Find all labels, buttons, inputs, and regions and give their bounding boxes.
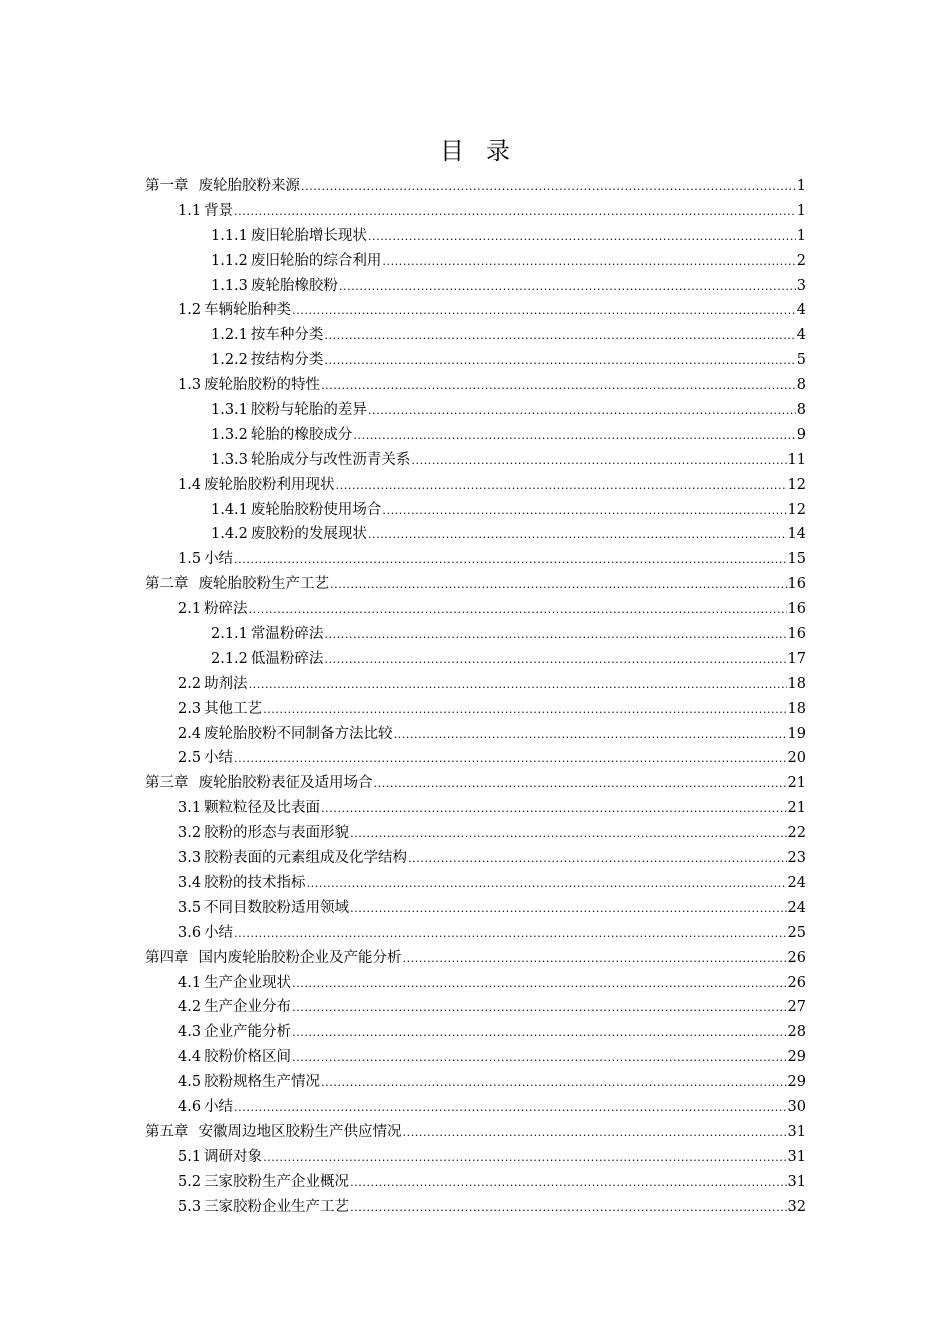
toc-entry-number: 4.4 bbox=[178, 1049, 202, 1066]
toc-entry-number: 5.2 bbox=[178, 1173, 202, 1190]
toc-entry-number: 5.3 bbox=[178, 1198, 202, 1215]
toc-entry-title: 胶粉的技术指标 bbox=[204, 874, 306, 891]
toc-entry-title: 常温粉碎法 bbox=[250, 626, 324, 643]
toc-entry[interactable] bbox=[145, 1145, 806, 1170]
toc-entry-title: 助剂法 bbox=[204, 675, 248, 692]
toc-entry-number: 1.1.2 bbox=[211, 252, 248, 269]
toc-entry-title: 废轮胎胶粉表征及适用场合 bbox=[198, 775, 373, 792]
dot-leader bbox=[234, 200, 796, 225]
toc-entry-title: 胶粉表面的元素组成及化学结构 bbox=[204, 850, 408, 867]
toc-entry-label bbox=[178, 1095, 233, 1120]
toc-entry[interactable] bbox=[145, 323, 806, 348]
toc-entry-label bbox=[211, 348, 323, 373]
toc-entry-page-number: 16 bbox=[787, 601, 806, 618]
toc-entry[interactable] bbox=[145, 423, 806, 448]
toc-entry-label bbox=[178, 672, 248, 697]
dot-leader bbox=[403, 1121, 787, 1146]
dot-leader bbox=[408, 847, 786, 872]
toc-entry[interactable] bbox=[145, 1120, 806, 1145]
toc-entry-title: 背景 bbox=[204, 202, 234, 219]
toc-entry-title: 胶粉与轮胎的差异 bbox=[250, 402, 367, 419]
toc-entry-number: 1.3.3 bbox=[211, 451, 248, 468]
toc-entry-page-number: 16 bbox=[787, 626, 806, 643]
toc-entry[interactable] bbox=[145, 971, 806, 996]
dot-leader bbox=[330, 573, 787, 598]
toc-entry-title: 废胶粉的发展现状 bbox=[250, 526, 367, 543]
toc-entry[interactable] bbox=[145, 572, 806, 597]
dot-leader bbox=[374, 772, 787, 797]
toc-entry-label bbox=[178, 1020, 291, 1045]
dot-leader bbox=[350, 897, 786, 922]
toc-entry-title: 废轮胎胶粉利用现状 bbox=[204, 476, 335, 493]
toc-entry-title: 按车种分类 bbox=[250, 327, 324, 344]
toc-entry-label bbox=[211, 423, 352, 448]
dot-leader bbox=[292, 1021, 786, 1046]
toc-entry[interactable] bbox=[145, 1045, 806, 1070]
dot-leader bbox=[292, 1046, 786, 1071]
dot-leader bbox=[350, 1171, 786, 1196]
dot-leader bbox=[339, 275, 796, 300]
toc-entry-title: 轮胎成分与改性沥青关系 bbox=[250, 451, 411, 468]
toc-entry-number: 1.1.3 bbox=[211, 277, 248, 294]
toc-entry[interactable] bbox=[145, 1095, 806, 1120]
toc-entry[interactable] bbox=[145, 921, 806, 946]
toc-entry-label bbox=[145, 946, 402, 971]
toc-entry-title: 其他工艺 bbox=[204, 700, 263, 717]
toc-entry[interactable] bbox=[145, 498, 806, 523]
toc-entry-number: 2.1 bbox=[178, 601, 202, 618]
toc-entry[interactable] bbox=[145, 398, 806, 423]
toc-entry-number: 第二章 bbox=[145, 576, 189, 593]
toc-entry-number: 1.2 bbox=[178, 302, 202, 319]
toc-entry[interactable] bbox=[145, 871, 806, 896]
toc-entry-number: 3.1 bbox=[178, 800, 202, 817]
toc-entry[interactable] bbox=[145, 174, 806, 199]
toc-entry-page-number: 24 bbox=[787, 874, 806, 891]
toc-entry-label bbox=[178, 199, 233, 224]
dot-leader bbox=[368, 399, 796, 424]
toc-entry-label bbox=[178, 722, 393, 747]
toc-entry-number: 2.1.2 bbox=[211, 650, 248, 667]
toc-entry-title: 废轮胎胶粉的特性 bbox=[204, 377, 321, 394]
toc-entry-page-number: 26 bbox=[787, 949, 806, 966]
toc-entry[interactable] bbox=[145, 995, 806, 1020]
toc-entry-number: 4.3 bbox=[178, 1024, 202, 1041]
toc-entry-label bbox=[178, 298, 291, 323]
toc-entry[interactable] bbox=[145, 697, 806, 722]
toc-entry-page-number: 31 bbox=[787, 1123, 806, 1140]
toc-entry-page-number: 31 bbox=[787, 1148, 806, 1165]
dot-leader bbox=[324, 324, 795, 349]
dot-leader bbox=[249, 673, 787, 698]
toc-entry-label bbox=[178, 1195, 349, 1220]
toc-entry-title: 废轮胎胶粉不同制备方法比较 bbox=[204, 725, 393, 742]
toc-entry-number: 3.6 bbox=[178, 924, 202, 941]
toc-entry-number: 4.5 bbox=[178, 1074, 202, 1091]
toc-entry-title: 低温粉碎法 bbox=[250, 650, 324, 667]
toc-entry-label bbox=[178, 846, 407, 871]
toc-entry-number: 3.2 bbox=[178, 825, 202, 842]
toc-entry-page-number: 29 bbox=[787, 1049, 806, 1066]
toc-entry-number: 2.2 bbox=[178, 675, 202, 692]
dot-leader bbox=[382, 250, 795, 275]
toc-entry-label bbox=[178, 1170, 349, 1195]
toc-entry-page-number: 11 bbox=[787, 451, 806, 468]
toc-entry-title: 生产企业现状 bbox=[204, 974, 292, 991]
toc-entry-label bbox=[145, 174, 300, 199]
toc-entry-page-number: 1 bbox=[796, 178, 806, 194]
toc-entry-label bbox=[178, 1145, 262, 1170]
toc-entry-number: 2.4 bbox=[178, 725, 202, 742]
toc-entry-page-number: 18 bbox=[787, 700, 806, 717]
toc-entry-title: 生产企业分布 bbox=[204, 999, 292, 1016]
toc-entry-number: 3.4 bbox=[178, 874, 202, 891]
toc-entry-page-number: 32 bbox=[787, 1198, 806, 1215]
toc-entry-page-number: 4 bbox=[796, 302, 806, 319]
toc-entry-page-number: 8 bbox=[796, 402, 806, 419]
toc-entry-label bbox=[178, 871, 306, 896]
toc-entry-page-number: 20 bbox=[787, 750, 806, 767]
toc-entry-title: 胶粉规格生产情况 bbox=[204, 1074, 321, 1091]
toc-entry-label bbox=[178, 746, 233, 771]
toc-entry-title: 粉碎法 bbox=[204, 601, 248, 618]
toc-entry-label bbox=[211, 522, 367, 547]
dot-leader bbox=[350, 1196, 786, 1221]
toc-entry[interactable] bbox=[145, 348, 806, 373]
toc-entry[interactable] bbox=[145, 1195, 806, 1220]
toc-entry[interactable] bbox=[145, 821, 806, 846]
toc-entry-page-number: 8 bbox=[796, 377, 806, 394]
dot-leader bbox=[350, 822, 786, 847]
toc-entry-label bbox=[211, 398, 367, 423]
dot-leader bbox=[292, 299, 796, 324]
toc-entry-page-number: 17 bbox=[787, 650, 806, 667]
toc-entry[interactable] bbox=[145, 746, 806, 771]
toc-entry[interactable] bbox=[145, 647, 806, 672]
toc-entry-page-number: 30 bbox=[787, 1098, 806, 1115]
toc-entry-label bbox=[178, 796, 320, 821]
toc-entry[interactable] bbox=[145, 274, 806, 299]
dot-leader bbox=[403, 947, 787, 972]
toc-entry-title: 胶粉的形态与表面形貌 bbox=[204, 825, 350, 842]
dot-leader bbox=[368, 225, 796, 250]
toc-entry-page-number: 4 bbox=[796, 327, 806, 344]
dot-leader bbox=[382, 499, 786, 524]
dot-leader bbox=[353, 424, 795, 449]
toc-entry-title: 小结 bbox=[204, 924, 234, 941]
toc-entry[interactable] bbox=[145, 771, 806, 796]
toc-entry-number: 5.1 bbox=[178, 1148, 202, 1165]
toc-entry[interactable] bbox=[145, 597, 806, 622]
toc-entry[interactable] bbox=[145, 796, 806, 821]
toc-entry-page-number: 1 bbox=[796, 202, 806, 219]
toc-entry[interactable] bbox=[145, 1020, 806, 1045]
toc-entry-title: 小结 bbox=[204, 551, 234, 568]
toc-entry-label bbox=[178, 995, 291, 1020]
dot-leader bbox=[324, 648, 786, 673]
toc-entry-page-number: 29 bbox=[787, 1074, 806, 1091]
toc-entry-label bbox=[211, 647, 323, 672]
dot-leader bbox=[336, 474, 787, 499]
toc-entry-title: 车辆轮胎种类 bbox=[204, 302, 292, 319]
dot-leader bbox=[324, 349, 795, 374]
toc-entry-number: 第一章 bbox=[145, 178, 189, 194]
toc-entry-number: 1.5 bbox=[178, 551, 202, 568]
toc-entry[interactable] bbox=[145, 946, 806, 971]
toc-entry[interactable] bbox=[145, 249, 806, 274]
dot-leader bbox=[249, 598, 787, 623]
toc-entry-label bbox=[178, 697, 262, 722]
toc-entry[interactable] bbox=[145, 672, 806, 697]
toc-entry-page-number: 14 bbox=[787, 526, 806, 543]
toc-entry-title: 安徽周边地区胶粉生产供应情况 bbox=[198, 1123, 402, 1140]
toc-entry-number: 3.5 bbox=[178, 899, 202, 916]
dot-leader bbox=[411, 449, 786, 474]
toc-entry[interactable] bbox=[145, 224, 806, 249]
toc-entry-number: 1.1.1 bbox=[211, 227, 248, 244]
toc-entry-number: 1.3.2 bbox=[211, 426, 248, 443]
toc-entry-number: 4.1 bbox=[178, 974, 202, 991]
toc-entry-page-number: 27 bbox=[787, 999, 806, 1016]
toc-entry-label bbox=[211, 224, 367, 249]
dot-leader bbox=[234, 1096, 786, 1121]
toc-entry-page-number: 22 bbox=[787, 825, 806, 842]
toc-entry-title: 胶粉价格区间 bbox=[204, 1049, 292, 1066]
toc-entry[interactable] bbox=[145, 622, 806, 647]
toc-entry[interactable] bbox=[145, 522, 806, 547]
toc-entry-title: 轮胎的橡胶成分 bbox=[250, 426, 353, 443]
toc-entry-title: 三家胶粉生产企业概况 bbox=[204, 1173, 350, 1190]
dot-leader bbox=[324, 623, 786, 648]
toc-entry-page-number: 18 bbox=[787, 675, 806, 692]
toc-entry-label bbox=[211, 448, 410, 473]
toc-entry-label bbox=[211, 323, 323, 348]
toc-entry-title: 国内废轮胎胶粉企业及产能分析 bbox=[198, 949, 402, 966]
toc-entry-number: 1.2.1 bbox=[211, 327, 248, 344]
dot-leader bbox=[368, 523, 787, 548]
toc-entry-page-number: 2 bbox=[796, 252, 806, 269]
toc-entry-page-number: 3 bbox=[796, 277, 806, 294]
toc-entry-page-number: 21 bbox=[787, 800, 806, 817]
toc-entry-label bbox=[211, 498, 381, 523]
toc-entry-title: 调研对象 bbox=[204, 1148, 263, 1165]
toc-entry-label bbox=[211, 274, 338, 299]
toc-entry-number: 2.5 bbox=[178, 750, 202, 767]
toc-entry-label bbox=[211, 622, 323, 647]
toc-entry-number: 第三章 bbox=[145, 775, 189, 792]
toc-entry-number: 2.1.1 bbox=[211, 626, 248, 643]
dot-leader bbox=[321, 797, 786, 822]
dot-leader bbox=[321, 1071, 786, 1096]
toc-entry-label bbox=[145, 1120, 402, 1145]
toc-entry-number: 3.3 bbox=[178, 850, 202, 867]
dot-leader bbox=[292, 972, 786, 997]
toc-entry-title: 废轮胎橡胶粉 bbox=[250, 277, 338, 294]
toc-entry-title: 企业产能分析 bbox=[204, 1024, 292, 1041]
toc-entry-number: 1.4.2 bbox=[211, 526, 248, 543]
toc-entry-label bbox=[178, 971, 291, 996]
toc-entry-number: 4.6 bbox=[178, 1098, 202, 1115]
toc-entry-title: 按结构分类 bbox=[250, 352, 324, 369]
toc-entry-label bbox=[211, 249, 381, 274]
dot-leader bbox=[263, 698, 786, 723]
toc-entry[interactable] bbox=[145, 199, 806, 224]
toc-entry[interactable] bbox=[145, 1070, 806, 1095]
toc-entry-page-number: 9 bbox=[796, 426, 806, 443]
toc-entry-title: 废轮胎胶粉来源 bbox=[198, 178, 300, 194]
toc-entry-label bbox=[178, 1070, 320, 1095]
dot-leader bbox=[234, 747, 786, 772]
toc-entry-title: 不同目数胶粉适用领域 bbox=[204, 899, 350, 916]
toc-entry[interactable] bbox=[145, 473, 806, 498]
toc-entry[interactable] bbox=[145, 547, 806, 572]
toc-entry[interactable] bbox=[145, 896, 806, 921]
dot-leader bbox=[321, 374, 796, 399]
toc-entry-page-number: 5 bbox=[796, 352, 806, 369]
toc-entry-label bbox=[178, 921, 233, 946]
toc-entry[interactable] bbox=[145, 846, 806, 871]
toc-entry-page-number: 21 bbox=[787, 775, 806, 792]
toc-entry-label bbox=[145, 572, 329, 597]
dot-leader bbox=[292, 996, 786, 1021]
toc-entry-page-number: 24 bbox=[787, 899, 806, 916]
dot-leader bbox=[234, 548, 786, 573]
toc-entry-title: 废轮胎胶粉生产工艺 bbox=[198, 576, 329, 593]
toc-entry[interactable] bbox=[145, 373, 806, 398]
dot-leader bbox=[234, 922, 786, 947]
toc-entry-label bbox=[178, 373, 320, 398]
toc-entry-page-number: 26 bbox=[787, 974, 806, 991]
toc-entry-label bbox=[178, 1045, 291, 1070]
dot-leader bbox=[307, 872, 787, 897]
toc-entry-number: 1.2.2 bbox=[211, 352, 248, 369]
toc-entry-number: 1.1 bbox=[178, 202, 202, 219]
dot-leader bbox=[394, 723, 787, 748]
toc-entry-title: 小结 bbox=[204, 1098, 234, 1115]
toc-entry-number: 1.4.1 bbox=[211, 501, 248, 518]
toc-entry-number: 1.3.1 bbox=[211, 402, 248, 419]
toc-entry-title: 小结 bbox=[204, 750, 234, 767]
page-title: 目录 bbox=[440, 137, 532, 165]
toc-entry-label bbox=[178, 597, 248, 622]
toc-entry[interactable] bbox=[145, 298, 806, 323]
toc-entry-number: 4.2 bbox=[178, 999, 202, 1016]
toc-entry[interactable] bbox=[145, 448, 806, 473]
toc-entry-label bbox=[145, 771, 373, 796]
table-of-contents bbox=[145, 174, 806, 1219]
toc-entry-number: 第四章 bbox=[145, 949, 189, 966]
toc-entry-title: 废轮胎胶粉使用场合 bbox=[250, 501, 382, 518]
toc-entry-page-number: 28 bbox=[787, 1024, 806, 1041]
dot-leader bbox=[301, 175, 796, 200]
toc-entry-page-number: 31 bbox=[787, 1173, 806, 1190]
toc-entry-page-number: 23 bbox=[787, 850, 806, 867]
toc-entry-page-number: 15 bbox=[787, 551, 806, 568]
toc-entry-label bbox=[178, 473, 335, 498]
toc-entry-page-number: 1 bbox=[796, 227, 806, 244]
toc-entry-page-number: 12 bbox=[787, 476, 806, 493]
toc-entry-number: 第五章 bbox=[145, 1123, 189, 1140]
toc-entry-title: 废旧轮胎的综合利用 bbox=[250, 252, 382, 269]
toc-entry-number: 2.3 bbox=[178, 700, 202, 717]
toc-entry[interactable] bbox=[145, 722, 806, 747]
toc-entry-title: 三家胶粉企业生产工艺 bbox=[204, 1198, 350, 1215]
toc-entry-label bbox=[178, 896, 349, 921]
toc-entry-title: 废旧轮胎增长现状 bbox=[250, 227, 367, 244]
toc-entry-label bbox=[178, 547, 233, 572]
dot-leader bbox=[263, 1146, 786, 1171]
toc-entry[interactable] bbox=[145, 1170, 806, 1195]
toc-entry-page-number: 19 bbox=[787, 725, 806, 742]
toc-entry-page-number: 12 bbox=[787, 501, 806, 518]
toc-entry-page-number: 25 bbox=[787, 924, 806, 941]
toc-entry-page-number: 16 bbox=[787, 576, 806, 593]
toc-entry-title: 颗粒粒径及比表面 bbox=[204, 800, 321, 817]
toc-entry-number: 1.3 bbox=[178, 377, 202, 394]
toc-entry-number: 1.4 bbox=[178, 476, 202, 493]
toc-entry-label bbox=[178, 821, 349, 846]
